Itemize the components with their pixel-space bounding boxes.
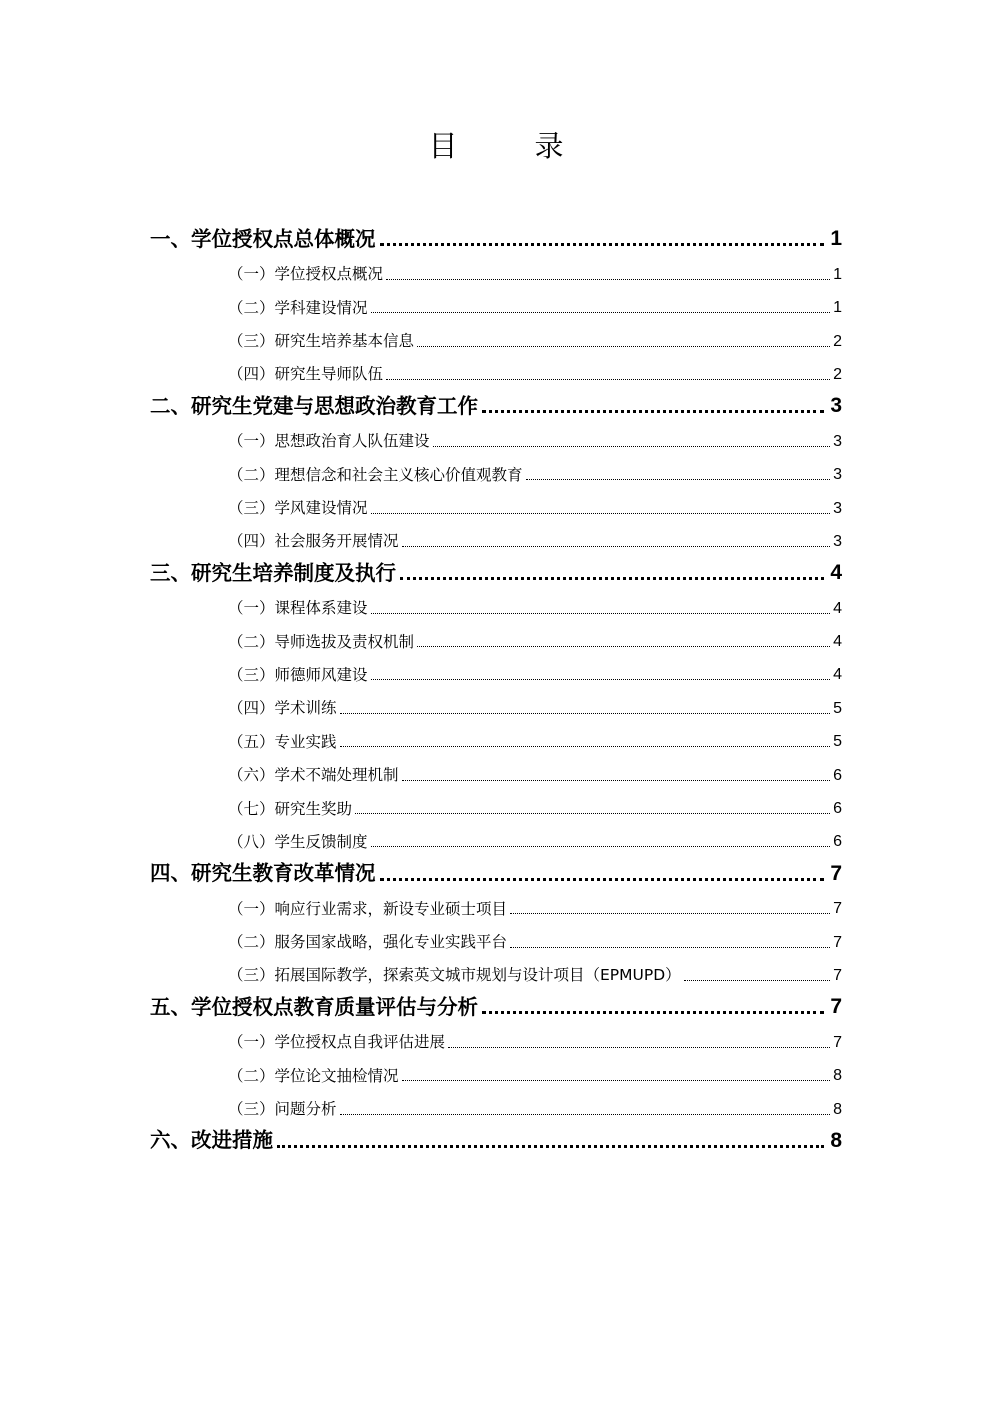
toc-entry-label: （三）拓展国际教学，探索英文城市规划与设计项目（EPMUPD） bbox=[228, 966, 681, 985]
toc-subsection-entry[interactable] bbox=[150, 1089, 842, 1122]
toc-subsection-entry[interactable] bbox=[150, 522, 842, 555]
toc-dot-leader bbox=[340, 1114, 831, 1115]
toc-dot-leader bbox=[371, 846, 831, 847]
toc-entry-label: （一）课程体系建设 bbox=[228, 599, 368, 618]
toc-entry-label: （二）导师选拔及责权机制 bbox=[228, 632, 415, 651]
toc-subsection-entry[interactable] bbox=[150, 655, 842, 688]
toc-subsection-entry[interactable] bbox=[150, 622, 842, 655]
toc-subsection-entry[interactable] bbox=[150, 355, 842, 388]
toc-dot-leader bbox=[482, 410, 824, 413]
toc-dot-leader bbox=[355, 813, 830, 814]
toc-page-number: 8 bbox=[833, 1100, 842, 1118]
toc-entry-label: （二）学位论文抽检情况 bbox=[228, 1066, 399, 1085]
toc-page-number: 7 bbox=[833, 933, 842, 951]
toc-entry-label: （三）师德师风建设 bbox=[228, 665, 368, 684]
toc-entry-label: 三、研究生培养制度及执行 bbox=[150, 560, 396, 585]
toc-dot-leader bbox=[417, 346, 830, 347]
toc-subsection-entry[interactable] bbox=[150, 588, 842, 621]
toc-entry-label: 四、研究生教育改革情况 bbox=[150, 861, 376, 886]
toc-section-entry[interactable] bbox=[150, 555, 842, 588]
toc-entry-label: （一）响应行业需求，新设专业硕士项目 bbox=[228, 899, 508, 918]
toc-dot-leader bbox=[386, 279, 830, 280]
toc-subsection-entry[interactable] bbox=[150, 1056, 842, 1089]
toc-entry-label: （五）专业实践 bbox=[228, 732, 337, 751]
toc-entry-label: 一、学位授权点总体概况 bbox=[150, 226, 376, 251]
toc-dot-leader bbox=[277, 1145, 824, 1148]
toc-subsection-entry[interactable] bbox=[150, 254, 842, 287]
toc-subsection-entry[interactable] bbox=[150, 288, 842, 321]
toc-entry-label: （一）学位授权点自我评估进展 bbox=[228, 1033, 446, 1052]
toc-page-number: 6 bbox=[833, 766, 842, 784]
toc-dot-leader bbox=[380, 243, 825, 246]
toc-page-number: 6 bbox=[833, 833, 842, 851]
toc-subsection-entry[interactable] bbox=[150, 789, 842, 822]
toc-dot-leader bbox=[371, 312, 831, 313]
toc-dot-leader bbox=[340, 746, 831, 747]
toc-page-number: 4 bbox=[830, 561, 842, 585]
toc-dot-leader bbox=[402, 1080, 831, 1081]
toc-page-number: 7 bbox=[833, 966, 842, 984]
toc-dot-leader bbox=[371, 513, 831, 514]
toc-dot-leader bbox=[684, 980, 830, 981]
toc-dot-leader bbox=[417, 646, 830, 647]
toc-page-number: 3 bbox=[833, 499, 842, 517]
toc-dot-leader bbox=[402, 546, 831, 547]
toc-section-entry[interactable] bbox=[150, 388, 842, 421]
toc-dot-leader bbox=[510, 947, 830, 948]
toc-dot-leader bbox=[340, 713, 831, 714]
toc-entry-label: （四）研究生导师队伍 bbox=[228, 365, 384, 384]
toc-entry-label: 二、研究生党建与思想政治教育工作 bbox=[150, 393, 478, 418]
toc-page-number: 4 bbox=[833, 666, 842, 684]
toc-subsection-entry[interactable] bbox=[150, 488, 842, 521]
toc-dot-leader bbox=[402, 780, 831, 781]
toc-entry-label: （四）社会服务开展情况 bbox=[228, 532, 399, 551]
toc-entry-label: 五、学位授权点教育质量评估与分析 bbox=[150, 994, 478, 1019]
toc-dot-leader bbox=[386, 379, 830, 380]
toc-entry-label: （三）问题分析 bbox=[228, 1100, 337, 1119]
toc-subsection-entry[interactable] bbox=[150, 688, 842, 721]
toc-entry-label: （二）理想信念和社会主义核心价值观教育 bbox=[228, 465, 523, 484]
toc-entry-label: 六、改进措施 bbox=[150, 1128, 273, 1153]
toc-dot-leader bbox=[482, 1011, 824, 1014]
toc-page-number: 6 bbox=[833, 800, 842, 818]
toc-dot-leader bbox=[371, 613, 831, 614]
toc-page-number: 7 bbox=[830, 995, 842, 1019]
toc-subsection-entry[interactable] bbox=[150, 822, 842, 855]
page-title: 目 录 bbox=[428, 129, 588, 163]
toc-entry-label: （一）学位授权点概况 bbox=[228, 265, 384, 284]
toc-entry-label: （六）学术不端处理机制 bbox=[228, 766, 399, 785]
toc-page-number: 1 bbox=[833, 299, 842, 317]
toc-entry-label: （八）学生反馈制度 bbox=[228, 832, 368, 851]
toc-entry-label: （二）服务国家战略，强化专业实践平台 bbox=[228, 933, 508, 952]
toc-entry-label: （一）思想政治育人队伍建设 bbox=[228, 432, 430, 451]
toc-dot-leader bbox=[510, 913, 830, 914]
toc-entry-label: （三）学风建设情况 bbox=[228, 499, 368, 518]
toc-subsection-entry[interactable] bbox=[150, 455, 842, 488]
toc-section-entry[interactable] bbox=[150, 221, 842, 254]
toc-subsection-entry[interactable] bbox=[150, 755, 842, 788]
toc-page-number: 4 bbox=[833, 599, 842, 617]
toc-dot-leader bbox=[526, 479, 831, 480]
toc-page-number: 2 bbox=[833, 365, 842, 383]
toc-subsection-entry[interactable] bbox=[150, 889, 842, 922]
toc-entry-label: （四）学术训练 bbox=[228, 699, 337, 718]
toc-section-entry[interactable] bbox=[150, 1123, 842, 1156]
toc-dot-leader bbox=[448, 1047, 830, 1048]
toc-section-entry[interactable] bbox=[150, 855, 842, 888]
toc-page-number: 1 bbox=[830, 227, 842, 251]
toc-dot-leader bbox=[371, 679, 831, 680]
toc-page-number: 7 bbox=[830, 861, 842, 885]
toc-page-number: 1 bbox=[833, 265, 842, 283]
toc-page-number: 4 bbox=[833, 633, 842, 651]
toc-page-number: 3 bbox=[833, 532, 842, 550]
toc-page-number: 2 bbox=[833, 332, 842, 350]
toc-dot-leader bbox=[400, 577, 824, 580]
toc-subsection-entry[interactable] bbox=[150, 956, 842, 989]
table-of-contents bbox=[150, 221, 842, 1156]
toc-subsection-entry[interactable] bbox=[150, 321, 842, 354]
toc-page-number: 7 bbox=[833, 1033, 842, 1051]
toc-dot-leader bbox=[380, 878, 825, 881]
toc-entry-label: （七）研究生奖助 bbox=[228, 799, 353, 818]
toc-page-number: 5 bbox=[833, 733, 842, 751]
toc-page-number: 7 bbox=[833, 900, 842, 918]
toc-page-number: 8 bbox=[830, 1128, 842, 1152]
toc-entry-label: （二）学科建设情况 bbox=[228, 298, 368, 317]
toc-page-number: 3 bbox=[830, 394, 842, 418]
toc-page-number: 5 bbox=[833, 699, 842, 717]
toc-subsection-entry[interactable] bbox=[150, 922, 842, 955]
toc-subsection-entry[interactable] bbox=[150, 421, 842, 454]
toc-page-number: 3 bbox=[833, 432, 842, 450]
toc-subsection-entry[interactable] bbox=[150, 722, 842, 755]
toc-dot-leader bbox=[433, 446, 831, 447]
toc-subsection-entry[interactable] bbox=[150, 1022, 842, 1055]
toc-page-number: 3 bbox=[833, 466, 842, 484]
toc-section-entry[interactable] bbox=[150, 989, 842, 1022]
toc-page-number: 8 bbox=[833, 1067, 842, 1085]
toc-entry-label: （三）研究生培养基本信息 bbox=[228, 332, 415, 351]
